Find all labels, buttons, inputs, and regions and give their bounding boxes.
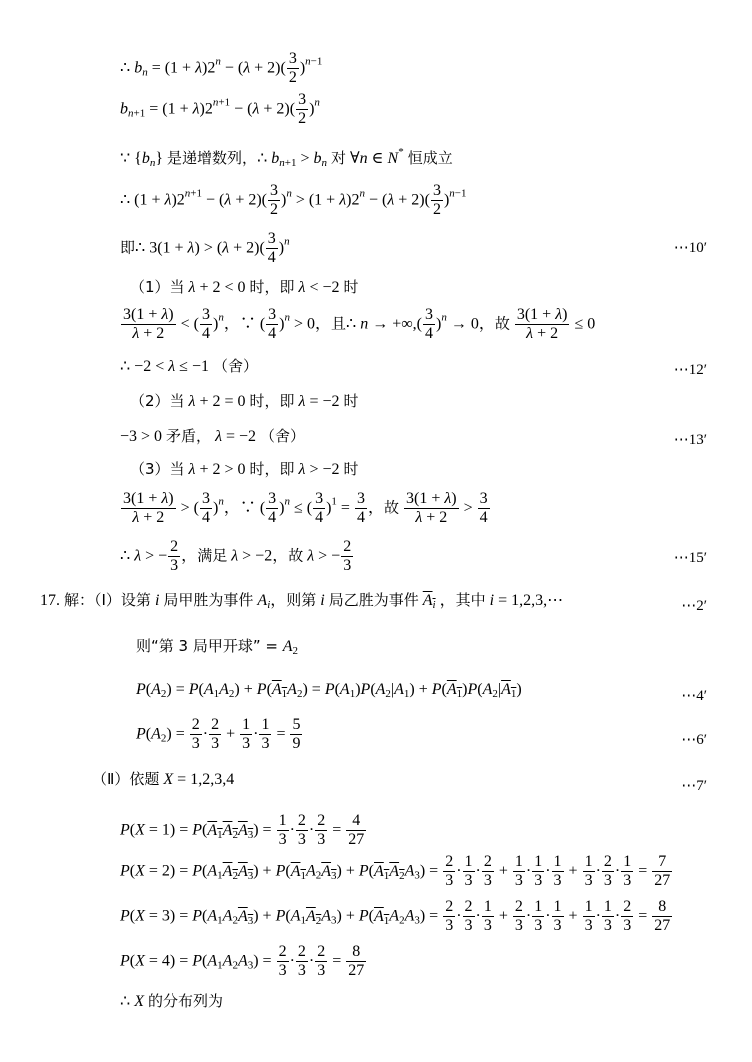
problem-17-total-prob: $P(A_2) = P(A_1A_2) + P(A_1A_2) = P(A_1)P(A_2|A_1) + P(A_1)P(A_2|A_1)$ — [136, 681, 522, 700]
score-mark-7: ⋯7′ — [681, 778, 707, 794]
case-2-heading: （2）当 λ + 2 = 0 时，即 λ = −2 时 — [130, 392, 359, 410]
score-mark-10: ⋯10′ — [673, 240, 707, 256]
problem-17-intro: 17. 解：（Ⅰ）设第 i 局甲胜为事件 $A_i$，则第 i 局乙胜为事件 $A_i$ ，其中 i = 1,2,3,⋯ — [40, 591, 564, 611]
case-3-derivation: $\frac{3(1 + \lambda)}{\lambda + 2}$ > ( $\frac{3}{4}$ )$^n$，∵ ( $\frac{3}{4}$ )$^n$ ≤ ( $\frac{3}{4}$ )$^1$ = $\frac{3}{4}$ ，故 $\frac{3(1 + \lambda)}{\lambda + 2}$ > $\frac{3}{4}$ — [123, 490, 488, 527]
math-line-inequality: ∴ $(1 + \lambda)2^{n+1} - (\lambda + 2)$( $\frac{3}{2}$ )$^n > (1 + \lambda)2^n - (\lambda + 2)$( $\frac{3}{2}$ )$^{n-1}$ — [120, 182, 467, 219]
case-1-heading: （1）当 λ + 2 < 0 时，即 λ < −2 时 — [130, 278, 359, 296]
problem-17-pa2-value: $P(A_2)$ = $\frac{2}{3}$ · $\frac{2}{3}$ + $\frac{1}{3}$ · $\frac{1}{3}$ = $\frac{5}{9}$ — [136, 716, 301, 753]
score-mark-4: ⋯4′ — [681, 688, 707, 704]
score-mark-13: ⋯13′ — [673, 432, 707, 448]
case-3-result: ∴ λ > − $\frac{2}{3}$ ，满足 λ > −2，故 λ > − $\frac{2}{3}$ — [120, 538, 352, 575]
px-equals-1: $P(X = 1) = P(A_1A_2A_3)$ = $\frac{1}{3}$ · $\frac{2}{3}$ · $\frac{2}{3}$ = $\frac{4}{27}$ — [120, 812, 365, 849]
math-line-increasing: ∵ $\{b_n\}$ 是递增数列，∴ $b_{n+1} > b_n$ 对 ∀n ∈ N* 恒成立 — [120, 146, 453, 169]
math-line-bn1: $b_{n+1} = (1 + \lambda)2^{n+1} - (\lambda + 2)$( $\frac{3}{2}$ )$^n$ — [120, 91, 320, 128]
case-2-result: −3 > 0 矛盾， λ = −2 （舍） — [120, 427, 306, 445]
px-equals-4: $P(X = 4) = P(A_1A_2A_3)$ = $\frac{2}{3}$ · $\frac{2}{3}$ · $\frac{2}{3}$ = $\frac{8}{27}$ — [120, 943, 365, 980]
score-mark-2: ⋯2′ — [681, 598, 707, 614]
case-1-derivation: $\frac{3(1 + \lambda)}{\lambda + 2}$ < ( $\frac{3}{4}$ )$^n$，∵ ( $\frac{3}{4}$ )$^n$ > 0，且∴ n → +∞,( $\frac{3}{4}$ )$^n$ → 0，故 $\frac{3(1 + \lambda)}{\lambda + 2}$ ≤ 0 — [123, 306, 596, 343]
math-line-reduce: 即∴ 3(1 + λ) > (λ + 2)( $\frac{3}{4}$ )$^n$ — [120, 230, 290, 267]
problem-17-event: 则“第 3 局甲开球” = $A_2$ — [136, 637, 299, 657]
math-line-bn: ∴ $b_n = (1 + \lambda)2^n - (\lambda + 2)$( $\frac{3}{2}$ )$^{n-1}$ — [120, 50, 323, 87]
score-mark-12: ⋯12′ — [673, 362, 707, 378]
score-mark-6: ⋯6′ — [681, 732, 707, 748]
problem-17-part2: （Ⅱ）依题 X = 1,2,3,4 — [92, 770, 235, 788]
case-1-result: ∴ −2 < λ ≤ −1 （舍） — [120, 357, 258, 375]
distribution-heading: ∴ X 的分布列为 — [120, 992, 223, 1010]
score-mark-15: ⋯15′ — [673, 550, 707, 566]
case-3-heading: （3）当 λ + 2 > 0 时，即 λ > −2 时 — [130, 460, 359, 478]
px-equals-2: $P(X = 2) = P(A_1A_2A_3) + P(A_1A_2A_3) + P(A_1A_2A_3)$ = $\frac{2}{3}$ · $\frac{1}{3}$ · $\frac{2}{3}$ + $\frac{1}{3}$ · $\frac{1}{3}$ · $\frac{1}{3}$ + $\frac{1}{3}$ · $\frac{2}{3}$ · $\frac{1}{3}$ = $\frac{7}{27}$ — [120, 853, 671, 890]
px-equals-3: $P(X = 3) = P(A_1A_2A_3) + P(A_1A_2A_3) + P(A_1A_2A_3)$ = $\frac{2}{3}$ · $\frac{2}{3}$ · $\frac{1}{3}$ + $\frac{2}{3}$ · $\frac{1}{3}$ · $\frac{1}{3}$ + $\frac{1}{3}$ · $\frac{1}{3}$ · $\frac{2}{3}$ = $\frac{8}{27}$ — [120, 898, 671, 935]
